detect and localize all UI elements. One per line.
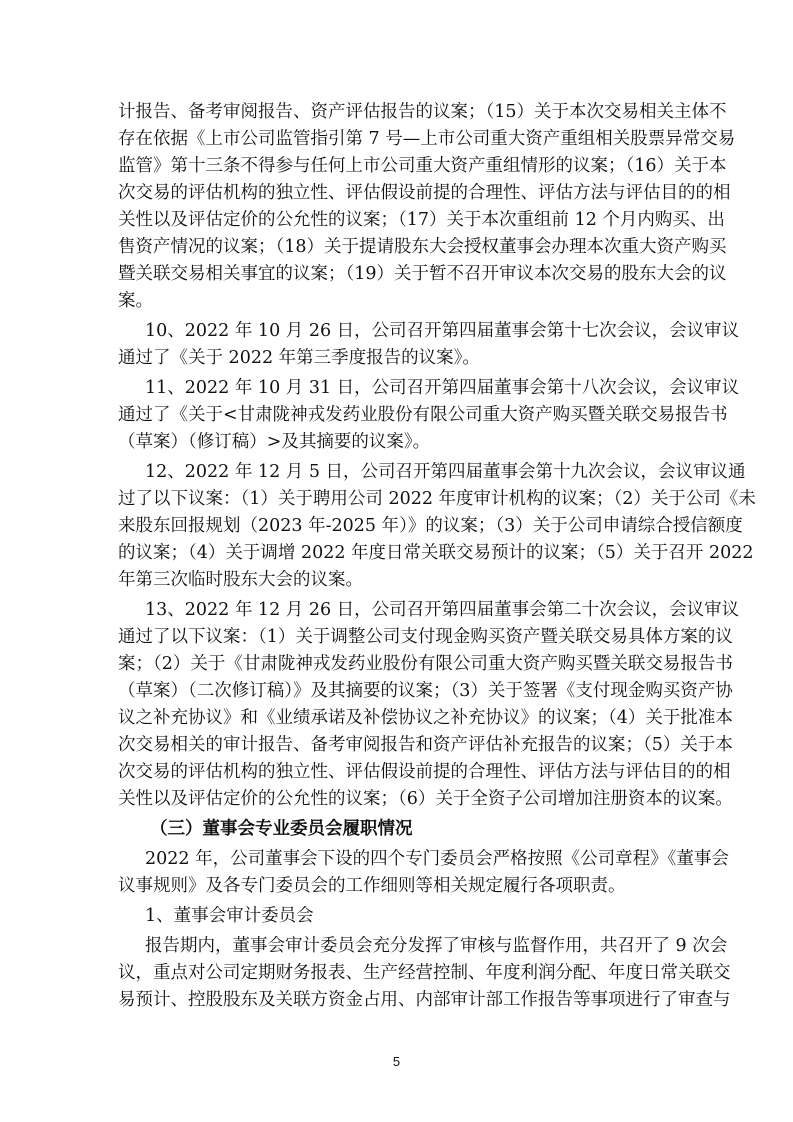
paragraph xyxy=(118,375,740,456)
document-body xyxy=(118,99,756,1017)
text-line: 关性以及评估定价的公允性的议案；（6）关于全资子公司增加注册资本的议案。 xyxy=(118,789,733,809)
text-line: （三）董事会专业委员会履职情况 xyxy=(150,819,413,839)
text-line: 议事规则》及各专门委员会的工作细则等相关规定履行各项职责。 xyxy=(118,876,626,896)
text-line: 议，重点对公司定期财务报表、生产经营控制、年度利润分配、年度日常关联交 xyxy=(118,963,731,983)
text-line: 过了以下议案：（1）关于聘用公司 2022 年度审计机构的议案；（2）关于公司《未 xyxy=(118,489,756,509)
text-line: 年第三次临时股东大会的议案。 xyxy=(118,570,363,590)
paragraph xyxy=(118,846,729,900)
text-line: 议之补充协议》和《业绩承诺及补偿协议之补充协议》的议案；（4）关于批准本 xyxy=(118,708,733,728)
text-line: 次交易的评估机构的独立性、评估假设前提的合理性、评估方法与评估目的的相 xyxy=(118,183,731,203)
text-line: 暨关联交易相关事宜的议案；（19）关于暂不召开审议本次交易的股东大会的议 xyxy=(118,264,727,284)
text-line: （草案）（二次修订稿）》及其摘要的议案；（3）关于签署《支付现金购买资产协 xyxy=(118,681,733,701)
text-line: 1、董事会审计委员会 xyxy=(145,906,314,926)
text-line: （草案）（修订稿）>及其摘要的议案》。 xyxy=(118,432,431,452)
text-line: 次交易的评估机构的独立性、评估假设前提的合理性、评估方法与评估目的的相 xyxy=(118,762,731,782)
text-line: 通过了以下议案：（1）关于调整公司支付现金购买资产暨关联交易具体方案的议 xyxy=(118,627,733,647)
text-line: 案。 xyxy=(118,291,153,311)
text-line: 存在依据《上市公司监管指引第 7 号—上市公司重大资产重组相关股票异常交易 xyxy=(118,129,736,149)
paragraph xyxy=(118,318,740,372)
paragraph xyxy=(118,933,731,1014)
paragraph xyxy=(118,459,756,594)
text-line: 11、2022 年 10 月 31 日，公司召开第四届董事会第十八次会议，会议审议 xyxy=(145,378,740,398)
text-line: 售资产情况的议案；（18）关于提请股东大会授权董事会办理本次重大资产购买 xyxy=(118,237,727,257)
text-line: 通过了《关于 2022 年第三季度报告的议案》。 xyxy=(118,348,480,368)
text-line: 来股东回报规划（2023 年-2025 年）》的议案；（3）关于公司申请综合授信额度 xyxy=(118,516,743,536)
text-line: 监管》第十三条不得参与任何上市公司重大资产重组情形的议案；（16）关于本 xyxy=(118,156,727,176)
text-line: 案；（2）关于《甘肃陇神戎发药业股份有限公司重大资产购买暨关联交易报告书 xyxy=(118,654,733,674)
text-line: 通过了《关于<甘肃陇神戎发药业股份有限公司重大资产购买暨关联交易报告书 xyxy=(118,405,728,425)
text-line: 2022 年，公司董事会下设的四个专门委员会严格按照《公司章程》《董事会 xyxy=(145,849,729,869)
text-line: 13、2022 年 12 月 26 日，公司召开第四届董事会第二十次会议，会议审议 xyxy=(145,600,740,620)
paragraph xyxy=(118,99,736,315)
page-number: 5 xyxy=(392,1054,401,1069)
paragraph xyxy=(118,903,671,930)
text-line: 10、2022 年 10 月 26 日，公司召开第四届董事会第十七次会议，会议审议 xyxy=(145,321,740,341)
text-line: 易预计、控股股东及关联方资金占用、内部审计部工作报告等事项进行了审查与 xyxy=(118,990,731,1010)
text-line: 12、2022 年 12 月 5 日，公司召开第四届董事会第十九次会议，会议审议通 xyxy=(145,462,746,482)
paragraph xyxy=(118,597,740,813)
text-line: 的议案；（4）关于调增 2022 年度日常关联交易预计的议案；（5）关于召开 2022 xyxy=(118,543,754,563)
section-heading xyxy=(118,816,671,843)
text-line: 计报告、备考审阅报告、资产评估报告的议案；（15）关于本次交易相关主体不 xyxy=(118,102,727,122)
text-line: 关性以及评估定价的公允性的议案；（17）关于本次重组前 12 个月内购买、出 xyxy=(118,210,725,230)
text-line: 次交易相关的审计报告、备考审阅报告和资产评估补充报告的议案；（5）关于本 xyxy=(118,735,733,755)
text-line: 报告期内，董事会审计委员会充分发挥了审核与监督作用，共召开了 9 次会 xyxy=(145,936,728,956)
